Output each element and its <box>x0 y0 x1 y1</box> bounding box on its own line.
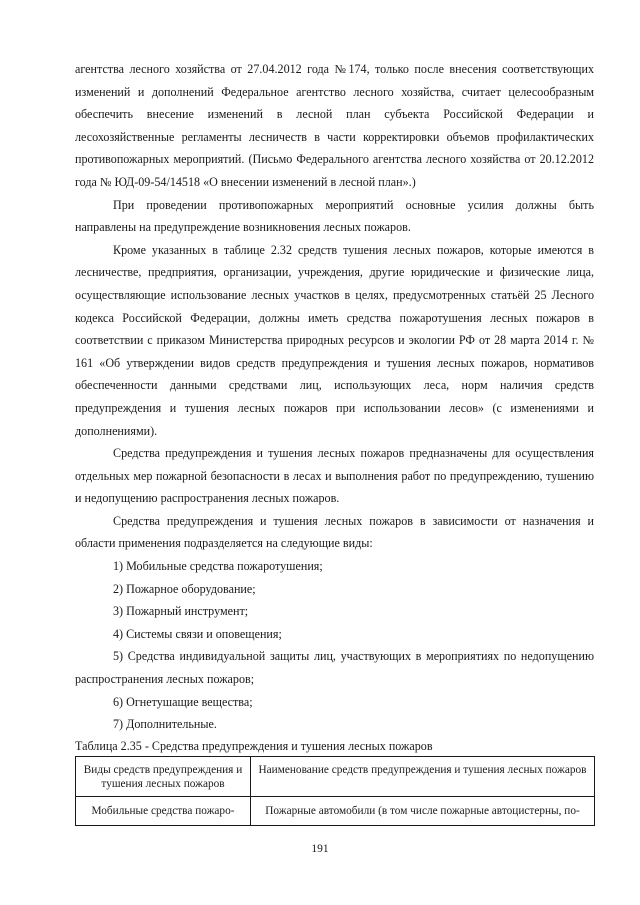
table-caption: Таблица 2.35 - Средства предупреждения и тушения лесных пожаров <box>75 739 433 753</box>
body-text <box>75 58 594 736</box>
table-header-row <box>76 757 595 797</box>
table-row <box>76 797 595 826</box>
list-item: 7) Дополнительные. <box>113 717 217 732</box>
list-item: 5) Средства индивидуальной защиты лиц, участвующих в мероприятиях по недопущению распространения лесных пожаров; <box>75 649 594 687</box>
list-item: 6) Огнетушащие вещества; <box>113 694 253 709</box>
list-item: 3) Пожарный инструмент; <box>113 604 249 619</box>
page-number: 191 <box>311 843 329 855</box>
list-item: 1) Мобильные средства пожаротушения; <box>113 559 323 574</box>
table-header-cell: Виды средств предупреждения и тушения лесных пожаров <box>76 757 251 797</box>
paragraph: Кроме указанных в таблице 2.32 средств тушения лесных пожаров, которые имеются в лесничестве, предприятия, организации, учреждения, другие юридические и физические лица, осуществляющие использование лесных участков в целях, предусмотренных статьёй 25 Лесного кодекса Российской Федерации, должны иметь средства пожаротушения лесных пожаров в соответствии с приказом Министерства природных ресурсов и экологии РФ от 28 марта 2014 г. № 161 «Об утверждении видов средств предупреждения и тушения лесных пожаров, нормативов обеспеченности данными средствами лиц, использующих леса, норм наличия средств предупреждения и тушения лесных пожаров при использовании лесов» (с изменениями и дополнениями). <box>75 242 594 438</box>
paragraph: Средства предупреждения и тушения лесных пожаров предназначены для осуществления отдельных мер пожарной безопасности в лесах и выполнения работ по предупреждению, тушению и недопущению распространения лесных пожаров. <box>75 446 594 506</box>
table-cell: Мобильные средства пожаро- <box>76 797 251 826</box>
table-header-cell: Наименование средств предупреждения и тушения лесных пожаров <box>251 757 595 797</box>
table-cell: Пожарные автомобили (в том числе пожарные автоцистерны, по- <box>251 797 595 826</box>
list-item: 2) Пожарное оборудование; <box>113 581 256 596</box>
means-table <box>75 756 595 826</box>
paragraph-continuation: агентства лесного хозяйства от 27.04.2012 года №174, только после внесения соответствующих изменений и дополнений Федеральное агентство лесного хозяйства, считает целесообразным обеспечить внесение изменений в лесной план субъекта Российской Федерации и лесохозяйственные регламенты лесничеств в части корректировки объемов профилактических противопожарных мероприятий. (Письмо Федерального агентства лесного хозяйства от 20.12.2012 года № ЮД-09-54/14518 «О внесении изменений в лесной план».) <box>75 62 594 189</box>
paragraph: Средства предупреждения и тушения лесных пожаров в зависимости от назначения и области применения подразделяется на следующие виды: <box>75 513 594 551</box>
paragraph: При проведении противопожарных мероприятий основные усилия должны быть направлены на предупреждение возникновения лесных пожаров. <box>75 197 594 235</box>
list-item: 4) Системы связи и оповещения; <box>113 626 282 641</box>
